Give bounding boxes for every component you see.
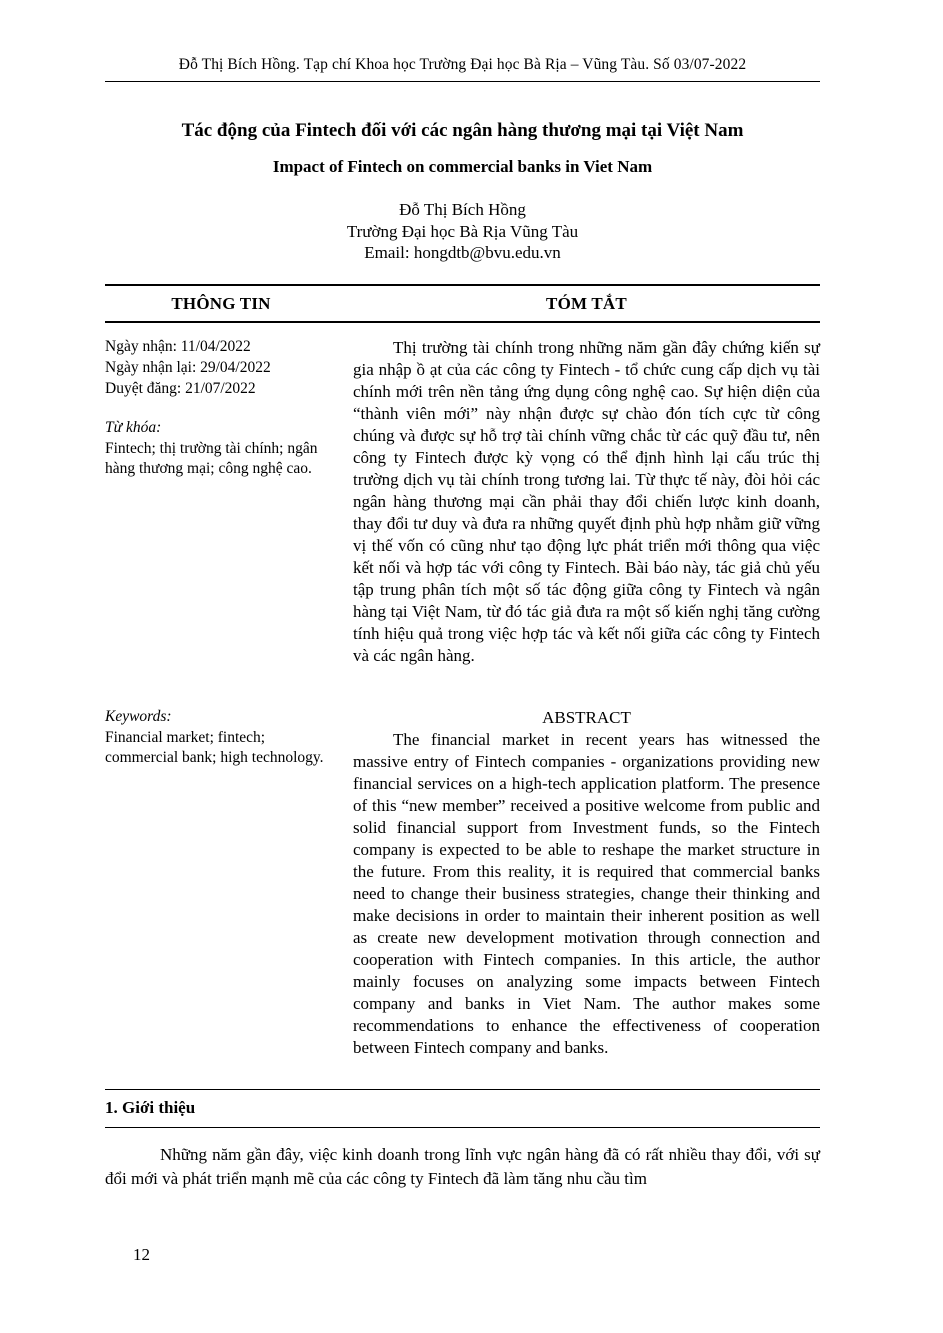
keywords-en-label: Keywords: [105, 707, 172, 725]
info-column-header: THÔNG TIN [171, 293, 271, 313]
manuscript-dates [105, 337, 337, 399]
date-received: Ngày nhận: 11/04/2022 [105, 337, 251, 355]
abstract-en-container [353, 707, 820, 1059]
table-row-vietnamese [105, 337, 820, 667]
info-column-vi [105, 337, 337, 667]
table-row-english [105, 707, 820, 1059]
keywords-vi-label: Từ khóa: [105, 418, 162, 436]
author-affiliation: Trường Đại học Bà Rịa Vũng Tàu [346, 221, 579, 241]
info-abstract-table [105, 284, 820, 1059]
page-number: 12 [133, 1245, 150, 1264]
introduction-paragraph: Những năm gần đây, việc kinh doanh trong lĩnh vực ngân hàng đã có rất nhiều thay đổi, với sự đổi mới và phát triển mạnh mẽ của các công ty Fintech đã làm tăng nhu cầu tìm [105, 1144, 820, 1188]
article-title-en: Impact of Fintech on commercial banks in Viet Nam [272, 157, 653, 176]
journal-header [105, 56, 820, 82]
author-email: Email: hongdtb@bvu.edu.vn [364, 243, 561, 262]
author-name: Đỗ Thị Bích Hồng [399, 200, 526, 219]
date-accepted: Duyệt đăng: 21/07/2022 [105, 379, 256, 397]
abstract-vi-container [353, 337, 820, 667]
keywords-en-block [105, 707, 337, 768]
section-heading-box [105, 1089, 820, 1128]
abstract-en-heading: ABSTRACT [542, 707, 631, 727]
table-header-row [105, 286, 820, 323]
journal-citation: Đỗ Thị Bích Hồng. Tạp chí Khoa học Trường Đại học Bà Rịa – Vũng Tàu. Số 03/07-2022 [105, 56, 820, 82]
keywords-en-text: Financial market; fintech; commercial bank; high technology. [105, 728, 324, 766]
abstract-column-header: TÓM TẮT [546, 293, 627, 313]
abstract-en-text: The financial market in recent years has witnessed the massive entry of Fintech companies - organizations providing new financial services on a high-tech application platform. The presence of this “new member” received a positive welcome from public and solid financial support from Investment funds, so the Fintech company is expected to be able to reshape the market structure in the future. From this reality, it is required that commercial banks need to change their business strategies, change their thinking and make decisions in order to maintain their inherent position as well as create new development motivation through connection and cooperation with Fintech companies. In this article, the author mainly focuses on analyzing some impacts between Fintech company and banks in Viet Nam. The author makes some recommendations to enhance the effectiveness of cooperation between Fintech company and banks. [353, 729, 820, 1057]
article-title-vi: Tác động của Fintech đối với các ngân hàng thương mại tại Việt Nam [181, 120, 744, 141]
section-heading-introduction: 1. Giới thiệu [105, 1097, 196, 1117]
keywords-vi-block [105, 418, 337, 479]
abstract-vi-text: Thị trường tài chính trong những năm gần đây chứng kiến sự gia nhập ồ ạt của các công ty Fintech - tổ chức cung cấp dịch vụ tài chính mới trên nền tảng ứng dụng công nghệ cao. Sự hiện diện của “thành viên mới” này nhận được sự chào đón tích cực từ công chúng và được sự hỗ trợ tài chính vững chắc từ các quỹ đầu tư, nên công ty Fintech được kỳ vọng có thể định hình lại cấu trúc thị trường dịch vụ tài chính trong tương lai. Từ thực tế này, đòi hỏi các ngân hàng thương mại cần phải thay đổi chiến lược kinh doanh, thay đổi tư duy và đưa ra những quyết định phù hợp nhằm giữ vững vị thế vốn có cũng như tạo động lực phát triển mới thông qua việc kết nối và hợp tác với công ty Fintech. Bài báo này, tác giả chủ yếu tập trung phân tích một số tác động giữa công ty Fintech và ngân hàng tại Việt Nam, từ đó tác giả đưa ra một số kiến nghị tăng cường tính hiệu quả trong việc hợp tác và kết nối giữa các công ty Fintech và các ngân hàng. [353, 337, 820, 665]
keywords-vi-text: Fintech; thị trường tài chính; ngân hàng thương mại; công nghệ cao. [105, 439, 318, 477]
info-column-en [105, 707, 337, 1059]
author-block [105, 199, 820, 264]
date-revised: Ngày nhận lại: 29/04/2022 [105, 358, 271, 376]
